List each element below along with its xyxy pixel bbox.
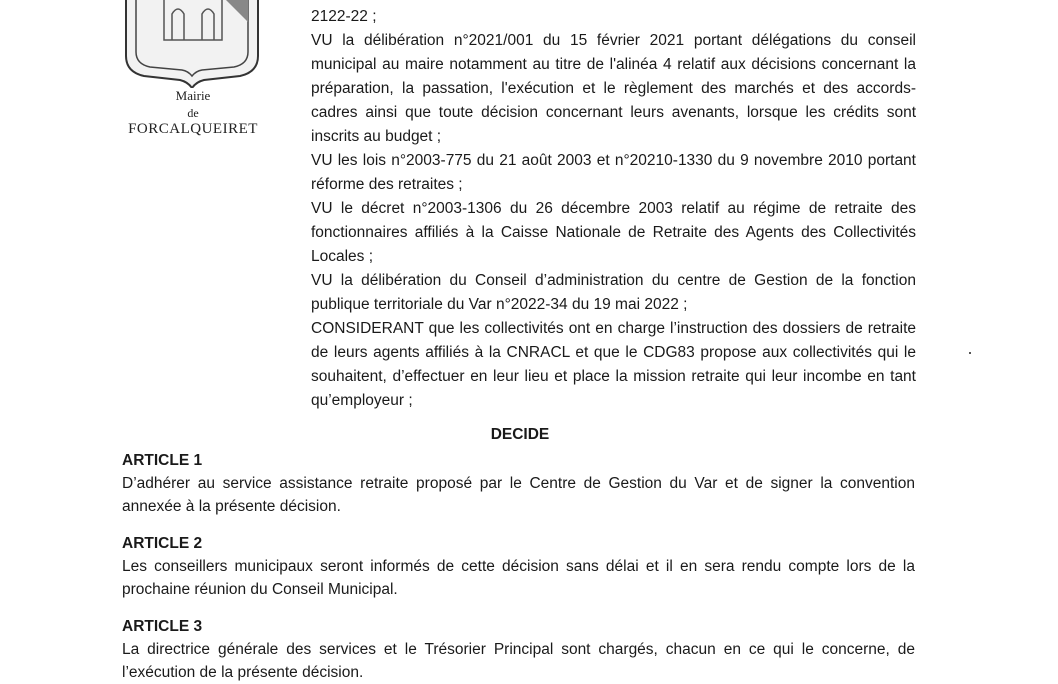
considerant-line: VU les lois n°2003-775 du 21 août 2003 et n°20210-1330 du 9 novembre 2010 portant réforme des retraites ; bbox=[311, 152, 916, 193]
considerant-line: VU le décret n°2003-1306 du 26 décembre 2003 relatif au régime de retraite des fonctionnaires affiliés à la Caisse Nationale de Retraite des Agents des Collectivités Locales ; bbox=[311, 200, 916, 265]
article-text: Les conseillers municipaux seront informés de cette décision sans délai et il en sera rendu compte lors de la prochaine réunion du Conseil Municipal. bbox=[122, 558, 915, 598]
article-title: ARTICLE 1 bbox=[122, 452, 203, 469]
article-3 bbox=[122, 616, 915, 684]
considerant-line: VU la délibération n°2021/001 du 15 février 2021 portant délégations du conseil municipal au maire notamment au titre de l'alinéa 4 relatif aux décisions concernant la préparation, la passation, l'exécution et le règlement des marchés et des accords-cadres ainsi que toute décision concernant leurs avenants, lorsque les crédits sont inscrits au budget ; bbox=[311, 32, 916, 145]
article-2 bbox=[122, 533, 915, 601]
article-text: La directrice générale des services et le Trésorier Principal sont chargés, chacun en ce qui le concerne, de l’exécution de la présente décision. bbox=[122, 641, 915, 681]
logo-line-de: de bbox=[187, 106, 199, 120]
municipal-crest bbox=[118, 0, 268, 140]
scan-speck bbox=[969, 352, 971, 354]
decide-heading: DECIDE bbox=[490, 426, 550, 443]
article-title: ARTICLE 2 bbox=[122, 535, 203, 552]
article-1 bbox=[122, 450, 915, 518]
considerant-line: CONSIDERANT que les collectivités ont en charge l’instruction des dossiers de retraite de leurs agents affiliés à la CNRACL et que le CDG83 propose aux collectivités qui le souhaitent, d’effectuer en leur lieu et place la mission retraite qui leur incombe en tant qu’employeur ; bbox=[311, 320, 916, 409]
article-text: D’adhérer au service assistance retraite proposé par le Centre de Gestion du Var et de signer la convention annexée à la présente décision. bbox=[122, 475, 915, 515]
considerants-block bbox=[311, 5, 916, 413]
article-title: ARTICLE 3 bbox=[122, 618, 203, 635]
logo-line-town: FORCALQUEIRET bbox=[128, 121, 258, 137]
considerant-line: VU la délibération du Conseil d’administration du centre de Gestion de la fonction publique territoriale du Var n°2022-34 du 19 mai 2022 ; bbox=[311, 272, 916, 313]
coat-of-arms-icon bbox=[122, 0, 264, 88]
considerant-line: 2122-22 ; bbox=[311, 8, 377, 25]
logo-line-mairie: Mairie bbox=[175, 88, 211, 103]
